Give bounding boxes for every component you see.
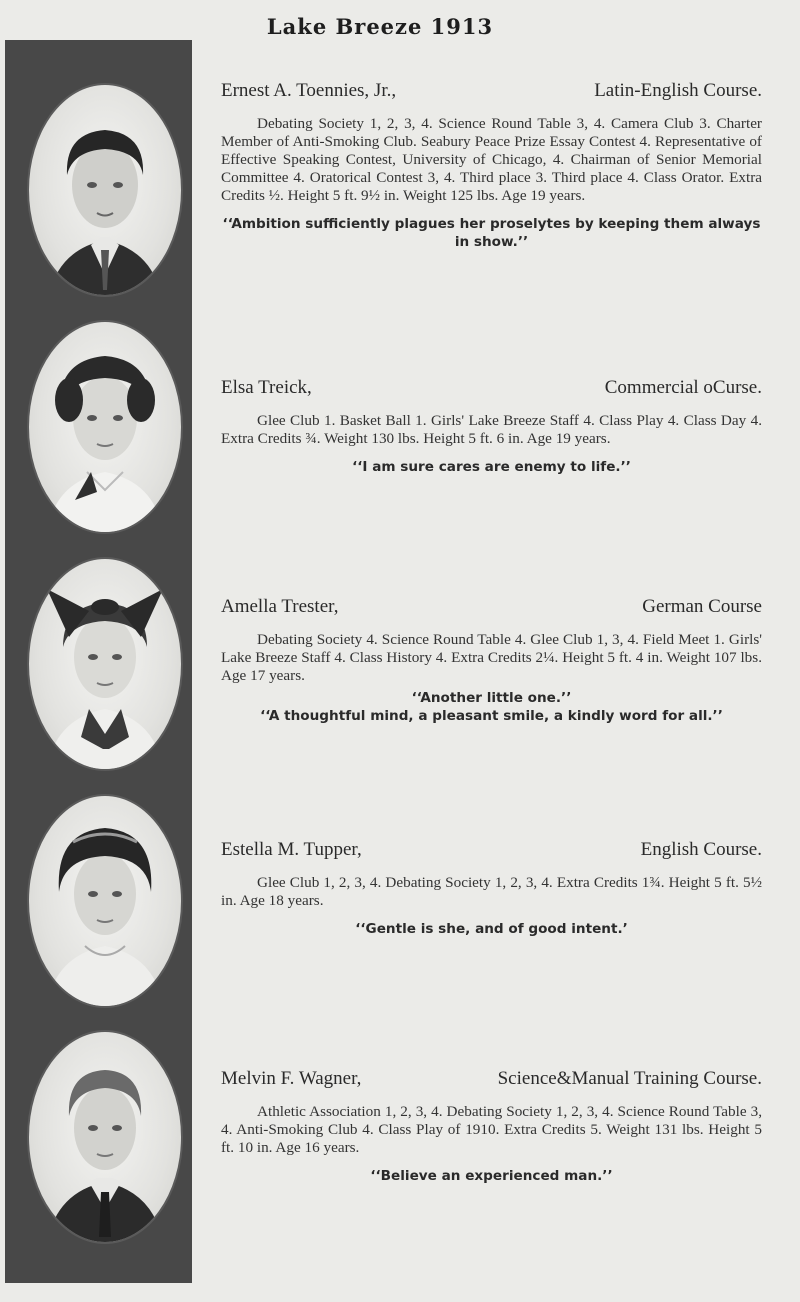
student-details: Debating Society 1, 2, 3, 4. Science Round Table 3, 4. Camera Club 3. Charter Member of Anti-Smoking Club. Seabury Peace Prize Essay Contest 4. Representative of Effective Speaking Contest, University of Chicago, 4. Chairman of Senior Memorial Committee 4. Oratorical Contest 3, 4. Third place 3. Third place 4. Class Orator. Extra Credits ½. Height 5 ft. 9½ in. Weight 125 lbs. Age 19 years.: [221, 115, 762, 204]
page-title: Lake Breeze 1913: [266, 14, 494, 39]
student-quote: ‘‘A thoughtful mind, a pleasant smile, a kindly word for all.’’: [260, 708, 723, 724]
student-details: Glee Club 1, 2, 3, 4. Debating Society 1, 2, 3, 4. Extra Credits 1¾. Height 5 ft. 5½ in. Age 18 years.: [221, 874, 762, 909]
portrait-photo: [27, 557, 183, 771]
course-name: Science&Manual Training Course.: [497, 1068, 762, 1089]
name-line: [221, 596, 762, 618]
portrait-photo: [27, 83, 183, 297]
photo-strip: [5, 40, 192, 1283]
name-line: [221, 377, 762, 399]
student-name: Amella Trester,: [221, 596, 339, 617]
portrait-photo: [27, 1030, 183, 1244]
name-line: [221, 80, 762, 102]
name-line: [221, 1068, 762, 1090]
student-entry: [221, 377, 762, 476]
student-details: Athletic Association 1, 2, 3, 4. Debating Society 1, 2, 3, 4. Science Round Table 3, 4. Anti-Smoking Club 4. Class Play of 1910. Extra Credits 5. Weight 131 lbs. Height 5 ft. 10 in. Age 16 years.: [221, 1103, 762, 1156]
student-entry: [221, 80, 762, 251]
student-details: Debating Society 4. Science Round Table 4. Glee Club 1, 3, 4. Field Meet 1. Girls' Lake Breeze Staff 4. Class History 4. Extra Credits 2¼. Height 5 ft. 4 in. Weight 107 lbs. Age 17 years.: [221, 631, 762, 684]
student-details: Glee Club 1. Basket Ball 1. Girls' Lake Breeze Staff 4. Class Play 4. Class Day 4. Extra Credits ¾. Weight 130 lbs. Height 5 ft. 6 in. Age 19 years.: [221, 412, 762, 447]
student-entry: [221, 596, 762, 725]
student-quote: ‘‘Gentle is she, and of good intent.’: [355, 921, 628, 937]
student-quote: ‘‘Another little one.’’: [411, 690, 572, 706]
course-name: Latin-English Course.: [594, 80, 762, 101]
portrait-photo: [27, 320, 183, 534]
student-name: Melvin F. Wagner,: [221, 1068, 362, 1089]
name-line: [221, 839, 762, 861]
student-quote: ‘‘Ambition sufficiently plagues her proselytes by keeping them always in show.’’: [222, 216, 761, 250]
course-name: English Course.: [640, 839, 762, 860]
course-name: German Course: [642, 596, 762, 617]
student-quote: ‘‘Believe an experienced man.’’: [370, 1168, 613, 1184]
student-name: Ernest A. Toennies, Jr.,: [221, 80, 397, 101]
student-name: Estella M. Tupper,: [221, 839, 362, 860]
student-name: Elsa Treick,: [221, 377, 312, 398]
student-entry: [221, 1068, 762, 1185]
course-name: Commercial oCurse.: [604, 377, 762, 398]
student-entry: [221, 839, 762, 938]
student-quote: ‘‘I am sure cares are enemy to life.’’: [352, 459, 631, 475]
portrait-photo: [27, 794, 183, 1008]
